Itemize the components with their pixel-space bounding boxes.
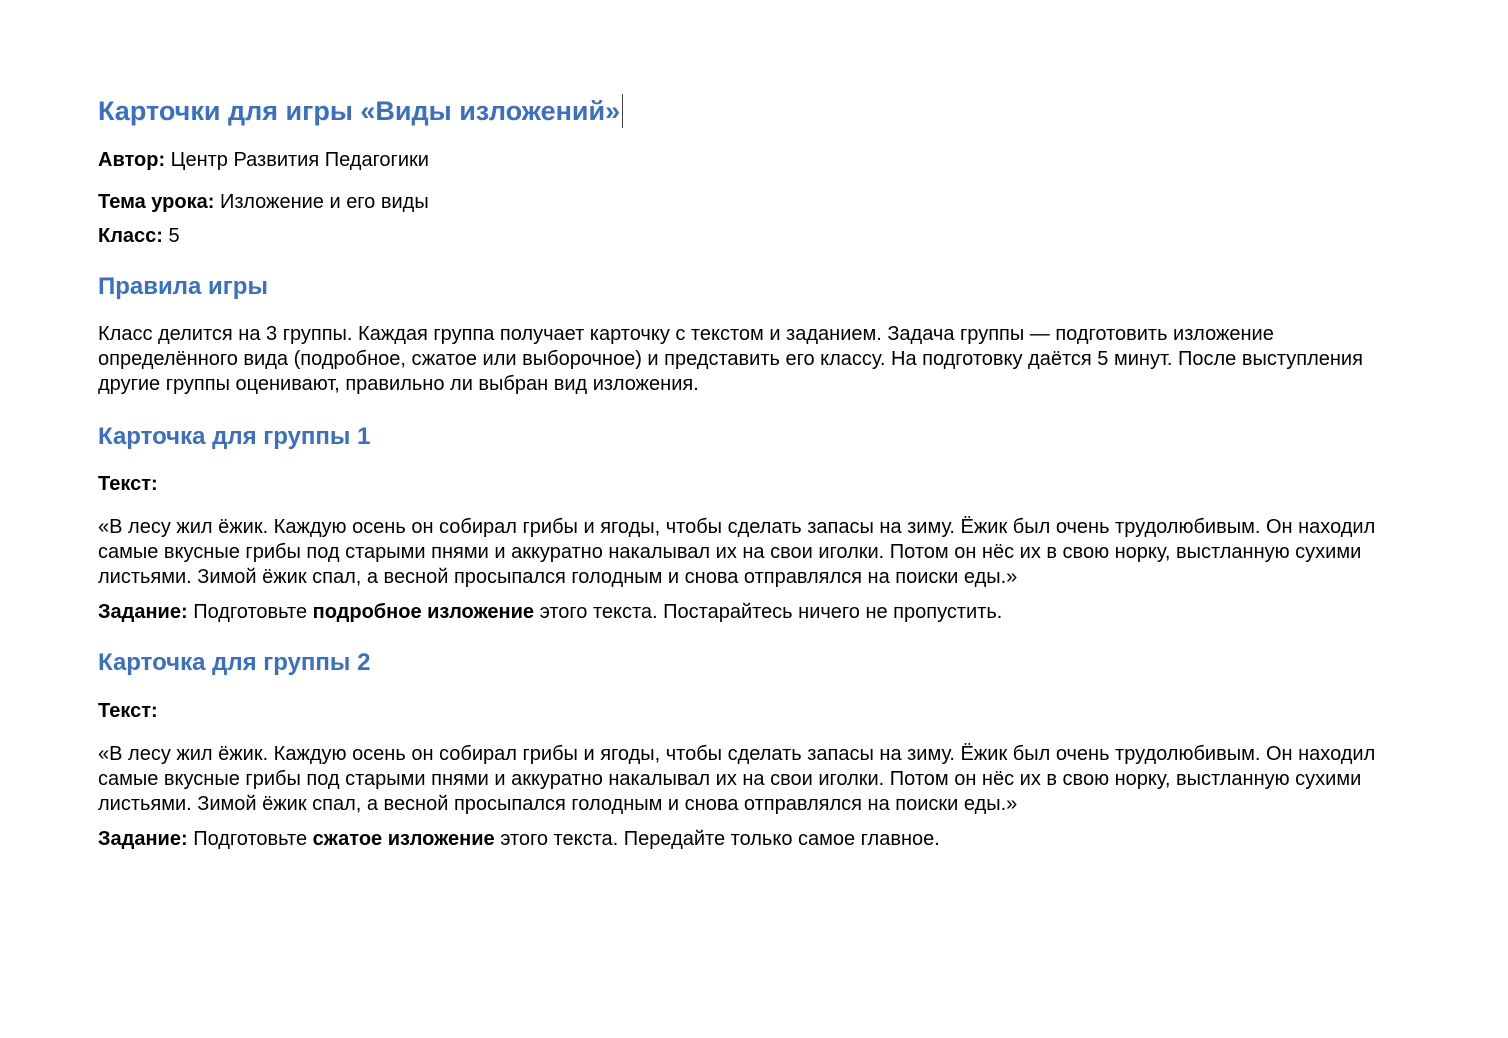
card-2-task[interactable] xyxy=(98,827,1410,851)
title-line xyxy=(98,94,1410,148)
author-line[interactable] xyxy=(98,148,1410,172)
topic-value: Изложение и его виды xyxy=(214,191,429,213)
rules-heading[interactable]: Правила игры xyxy=(98,273,268,300)
card-2-task-bold: сжатое изложение xyxy=(312,828,495,850)
card-2-heading[interactable]: Карточка для группы 2 xyxy=(98,649,371,676)
author-label: Автор: xyxy=(98,149,166,171)
topic-line[interactable] xyxy=(98,190,1410,214)
card-1-text-label[interactable]: Текст: xyxy=(98,473,158,495)
text-cursor xyxy=(622,94,623,128)
class-value: 5 xyxy=(162,225,180,247)
card-2-task-label: Задание: xyxy=(98,828,188,850)
class-line[interactable] xyxy=(98,224,1410,248)
card-1-task-after: этого текста. Постарайтесь ничего не пропустить. xyxy=(534,601,1003,623)
card-2-text-label[interactable]: Текст: xyxy=(98,700,158,722)
card-1-text[interactable]: «В лесу жил ёжик. Каждую осень он собирал грибы и ягоды, чтобы сделать запасы на зиму. Ёжик был очень трудолюбивым. Он находил самые вкусные грибы под старыми пнями и аккуратно накалывал их на свои иголки. Потом он нёс их в свою норку, выстланную сухими листьями. Зимой ёжик спал, а весной просыпался голодным и снова отправлялся на поиски еды.» xyxy=(98,516,1376,588)
card-2-task-after: этого текста. Передайте только самое главное. xyxy=(494,828,940,850)
card-2-task-before: Подготовьте xyxy=(187,828,313,850)
topic-label: Тема урока: xyxy=(98,191,215,213)
card-1-heading[interactable]: Карточка для группы 1 xyxy=(98,423,371,450)
document-title[interactable]: Карточки для игры «Виды изложений» xyxy=(98,96,621,126)
card-2-text[interactable]: «В лесу жил ёжик. Каждую осень он собирал грибы и ягоды, чтобы сделать запасы на зиму. Ёжик был очень трудолюбивым. Он находил самые вкусные грибы под старыми пнями и аккуратно накалывал их на свои иголки. Потом он нёс их в свою норку, выстланную сухими листьями. Зимой ёжик спал, а весной просыпался голодным и снова отправлялся на поиски еды.» xyxy=(98,743,1376,815)
card-1-task-before: Подготовьте xyxy=(187,601,313,623)
card-1-task[interactable] xyxy=(98,600,1410,624)
rules-text[interactable]: Класс делится на 3 группы. Каждая группа получает карточку с текстом и заданием. Задача группы — подготовить изложение определённого вида (подробное, сжатое или выборочное) и представить его классу. На подготовку даётся 5 минут. После выступления другие группы оценивают, правильно ли выбран вид изложения. xyxy=(98,323,1363,395)
author-value: Центр Развития Педагогики xyxy=(165,149,429,171)
class-label: Класс: xyxy=(98,225,163,247)
card-1-task-bold: подробное изложение xyxy=(312,601,535,623)
card-1-task-label: Задание: xyxy=(98,601,188,623)
